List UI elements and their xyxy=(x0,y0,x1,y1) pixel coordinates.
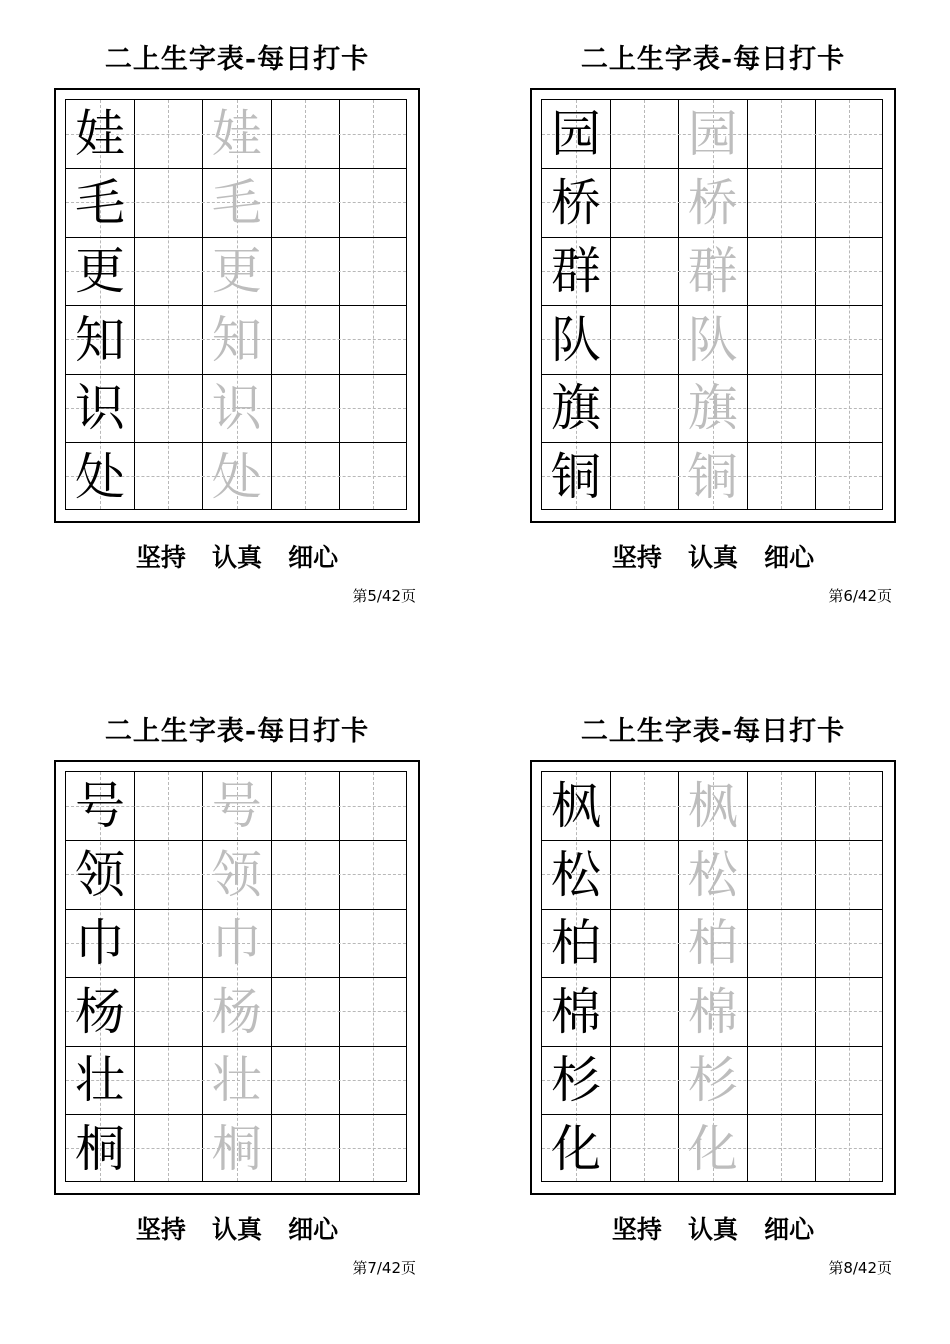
model-character: 柏 xyxy=(551,914,601,972)
trace-character: 柏 xyxy=(687,914,738,972)
model-character: 化 xyxy=(551,1119,601,1178)
tianzige-grid xyxy=(65,771,407,1182)
card-title: 二上生字表-每日打卡 xyxy=(104,44,370,75)
trace-character: 娃 xyxy=(211,105,262,163)
trace-character: 铜 xyxy=(687,447,738,506)
model-character: 棉 xyxy=(551,982,601,1041)
trace-character: 巾 xyxy=(211,914,262,972)
grid-frame xyxy=(54,760,420,1195)
trace-character: 化 xyxy=(687,1119,738,1178)
tianzige-grid xyxy=(541,99,883,510)
trace-character: 领 xyxy=(211,845,262,904)
trace-character: 号 xyxy=(211,777,262,835)
model-character: 杨 xyxy=(75,982,125,1041)
model-character: 铜 xyxy=(551,447,601,506)
page-number: 第7/42页 xyxy=(352,1259,416,1277)
model-character: 毛 xyxy=(75,173,125,232)
card-title: 二上生字表-每日打卡 xyxy=(580,716,846,747)
motto-text: 坚持 认真 细心 xyxy=(135,1215,339,1244)
trace-character: 壮 xyxy=(211,1051,262,1109)
model-character: 松 xyxy=(551,845,601,904)
model-character: 群 xyxy=(551,242,601,300)
model-character: 巾 xyxy=(75,914,125,972)
trace-character: 杉 xyxy=(687,1051,738,1109)
trace-character: 枫 xyxy=(687,777,738,835)
trace-character: 更 xyxy=(211,242,262,300)
model-character: 知 xyxy=(75,310,125,369)
trace-character: 棉 xyxy=(687,982,738,1041)
model-character: 桐 xyxy=(75,1119,125,1178)
trace-character: 群 xyxy=(687,242,738,300)
card-title: 二上生字表-每日打卡 xyxy=(580,44,846,75)
grid-frame xyxy=(530,88,896,523)
model-character: 更 xyxy=(75,242,125,300)
page-number: 第5/42页 xyxy=(352,587,416,605)
trace-character: 桐 xyxy=(211,1119,262,1178)
page-number: 第6/42页 xyxy=(828,587,892,605)
model-character: 队 xyxy=(551,310,601,369)
card-title: 二上生字表-每日打卡 xyxy=(104,716,370,747)
model-character: 领 xyxy=(75,845,125,904)
model-character: 处 xyxy=(75,447,125,506)
grid-frame xyxy=(54,88,420,523)
tianzige-grid xyxy=(541,771,883,1182)
model-character: 娃 xyxy=(75,105,125,163)
page-number: 第8/42页 xyxy=(828,1259,892,1277)
trace-character: 松 xyxy=(687,845,738,904)
model-character: 园 xyxy=(551,105,601,163)
motto-text: 坚持 认真 细心 xyxy=(135,543,339,572)
model-character: 旗 xyxy=(551,379,601,437)
grid-frame xyxy=(530,760,896,1195)
trace-character: 旗 xyxy=(687,379,738,437)
trace-character: 园 xyxy=(687,105,738,163)
model-character: 杉 xyxy=(551,1051,601,1109)
trace-character: 毛 xyxy=(211,173,262,232)
model-character: 壮 xyxy=(75,1051,125,1109)
trace-character: 识 xyxy=(211,379,262,437)
model-character: 号 xyxy=(75,777,125,835)
trace-character: 处 xyxy=(211,447,262,506)
trace-character: 桥 xyxy=(687,173,738,232)
trace-character: 知 xyxy=(211,310,262,369)
model-character: 桥 xyxy=(551,173,601,232)
motto-text: 坚持 认真 细心 xyxy=(611,1215,815,1244)
model-character: 枫 xyxy=(551,777,601,835)
model-character: 识 xyxy=(75,379,125,437)
trace-character: 杨 xyxy=(211,982,262,1041)
trace-character: 队 xyxy=(687,310,738,369)
tianzige-grid xyxy=(65,99,407,510)
motto-text: 坚持 认真 细心 xyxy=(611,543,815,572)
